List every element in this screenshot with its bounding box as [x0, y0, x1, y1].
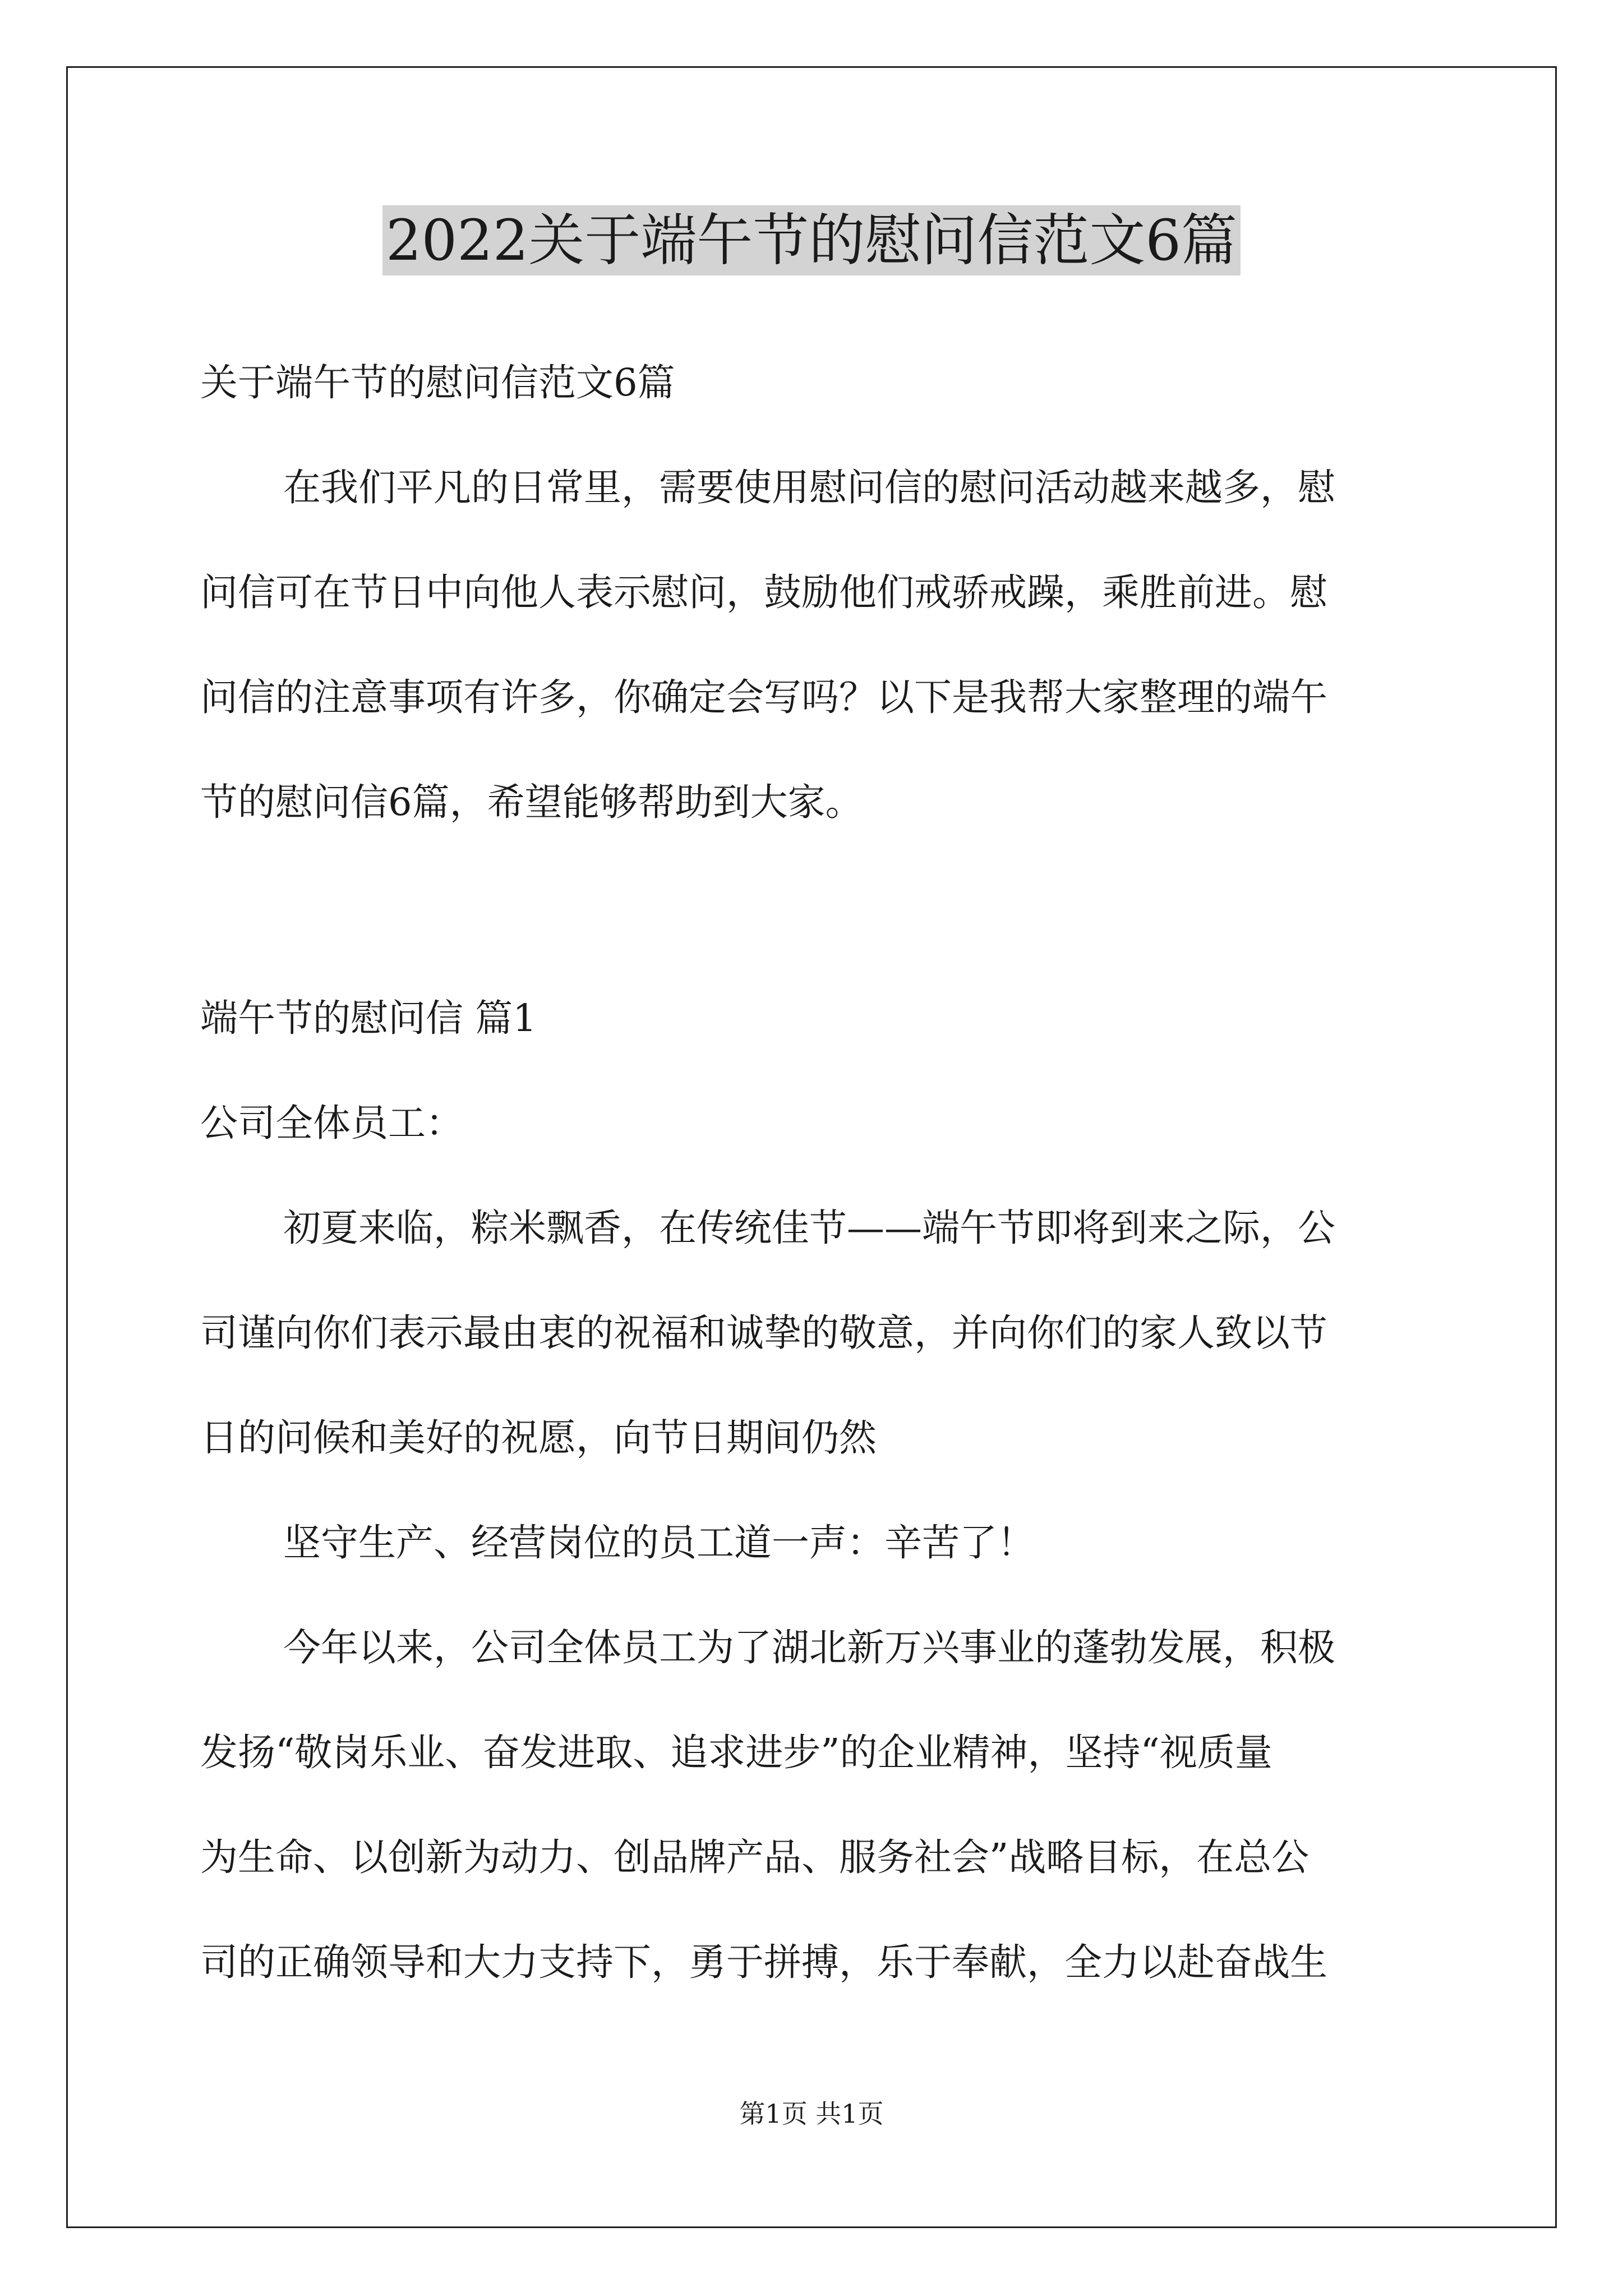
section-heading: 端午节的慰问信 篇1 [200, 996, 537, 1040]
body-line-7: 为生命、以创新为动力、创品牌产品、服务社会”战略目标，在总公 [200, 1835, 1310, 1879]
body-line-1: 初夏来临，粽米飘香，在传统佳节——端午节即将到来之际，公 [283, 1206, 1335, 1250]
intro-line-3: 问信的注意事项有许多，你确定会写吗？以下是我帮大家整理的端午 [200, 675, 1327, 719]
subtitle-line: 关于端午节的慰问信范文6篇 [200, 361, 675, 404]
salutation-line: 公司全体员工： [200, 1101, 463, 1145]
body-line-2: 司谨向你们表示最由衷的祝福和诚挚的敬意，并向你们的家人致以节 [200, 1311, 1327, 1355]
document-title: 2022关于端午节的慰问信范文6篇 [0, 204, 1623, 277]
intro-line-2: 问信可在节日中向他人表示慰问，鼓励他们戒骄戒躁，乘胜前进。慰 [200, 570, 1327, 614]
page-number-footer: 第1页 共1页 [739, 2099, 884, 2129]
intro-line-1: 在我们平凡的日常里，需要使用慰问信的慰问活动越来越多，慰 [283, 466, 1335, 509]
body-line-8: 司的正确领导和大力支持下，勇于拼搏，乐于奉献，全力以赴奋战生 [200, 1940, 1327, 1984]
intro-line-4: 节的慰问信6篇，希望能够帮助到大家。 [200, 780, 863, 824]
body-line-5: 今年以来，公司全体员工为了湖北新万兴事业的蓬勃发展，积极 [283, 1626, 1335, 1669]
body-line-4: 坚守生产、经营岗位的员工道一声：辛苦了！ [283, 1521, 1035, 1565]
body-line-3: 日的问候和美好的祝愿，向节日期间仍然 [200, 1416, 877, 1460]
body-line-6: 发扬“敬岗乐业、奋发进取、追求进步”的企业精神，坚持“视质量 [200, 1731, 1272, 1774]
